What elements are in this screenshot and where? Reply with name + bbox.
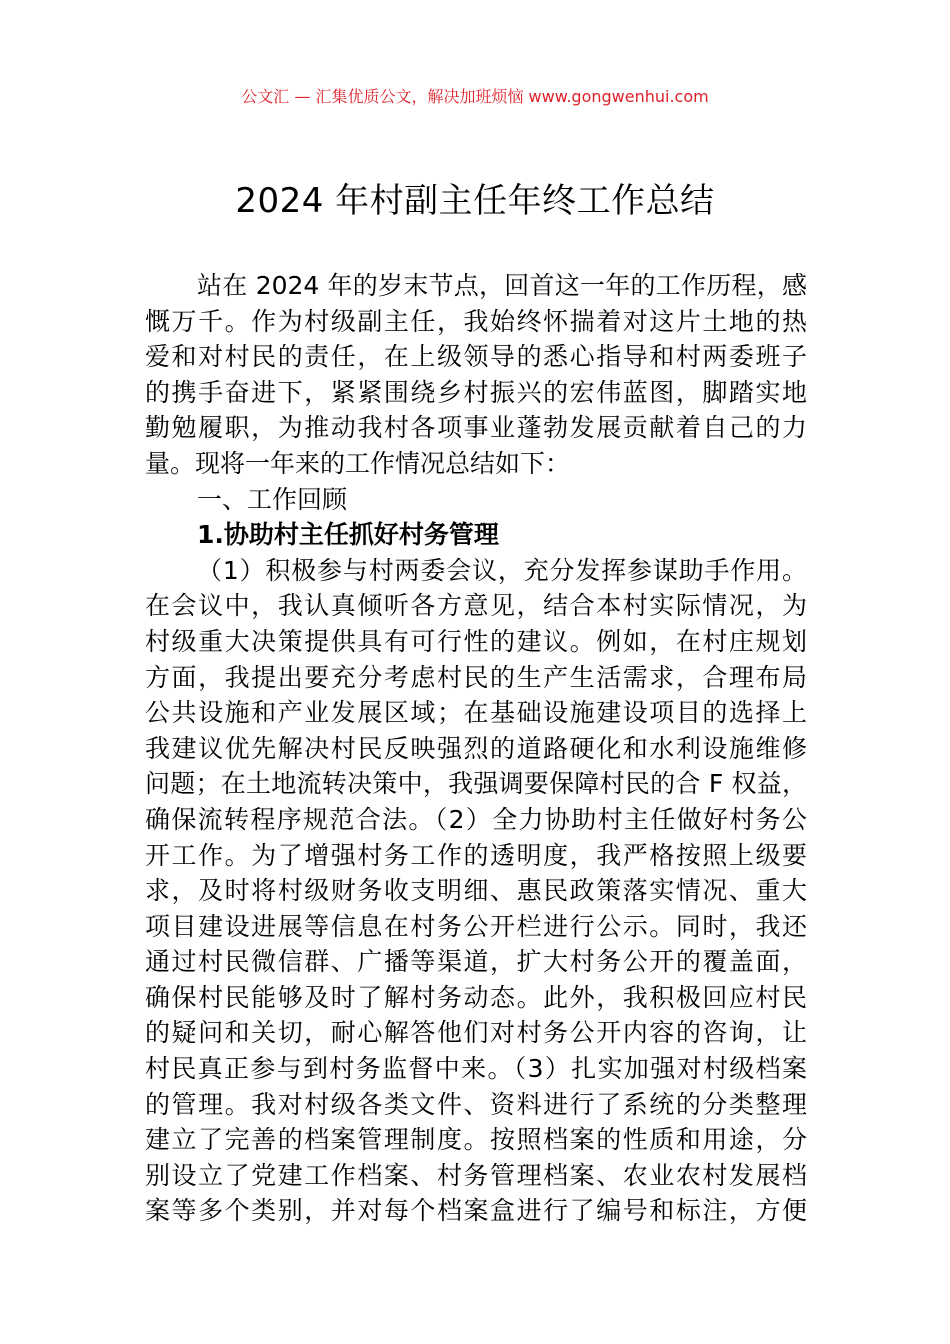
text-line: 开工作。为了增强村务工作的透明度，我严格按照上级要 [145,840,807,870]
text-line: 确保村民能够及时了解村务动态。此外，我积极回应村民 [145,982,807,1012]
subsection-heading: 1.协助村主任抓好村务管理 [197,520,499,550]
document-body [145,268,807,1229]
text-line: 慨万千。作为村级副主任，我始终怀揣着对这片土地的热 [145,306,807,336]
text-line: 项目建设进展等信息在村务公开栏进行公示。同时，我还 [145,911,807,941]
text-line: 村级重大决策提供具有可行性的建议。例如，在村庄规划 [145,626,807,656]
header-banner: 公文汇 — 汇集优质公文，解决加班烦恼 www.gongwenhui.com [241,87,709,106]
text-line: 我建议优先解决村民反映强烈的道路硬化和水利设施维修 [145,733,807,763]
text-line: 确保流转程序规范合法。（2）全力协助村主任做好村务公 [145,804,807,834]
text-line: 的管理。我对村级各类文件、资料进行了系统的分类整理 [145,1089,807,1119]
text-line: 站在 2024 年的岁末节点，回首这一年的工作历程，感 [197,271,807,300]
text-line: 通过村民微信群、广播等渠道，扩大村务公开的覆盖面， [145,947,807,977]
section-heading: 一、工作回顾 [197,484,348,514]
text-line: 的携手奋进下，紧紧围绕乡村振兴的宏伟蓝图，脚踏实地 [145,377,807,407]
text-line: 公共设施和产业发展区域；在基础设施建设项目的选择上 [145,698,807,728]
text-line: 量。现将一年来的工作情况总结如下： [145,448,571,478]
text-line: 的疑问和关切，耐心解答他们对村务公开内容的咨询，让 [145,1018,807,1048]
text-line: 爱和对村民的责任，在上级领导的悉心指导和村两委班子 [145,342,807,372]
text-line: 问题；在土地流转决策中，我强调要保障村民的合 F 权益， [145,769,807,799]
text-line: （1）积极参与村两委会议，充分发挥参谋助手作用。 [197,555,807,585]
text-line: 建立了完善的档案管理制度。按照档案的性质和用途，分 [145,1125,807,1155]
text-line: 村民真正参与到村务监督中来。（3）扎实加强对村级档案 [145,1054,807,1084]
text-line: 案等多个类别，并对每个档案盒进行了编号和标注，方便 [145,1196,807,1226]
text-line: 别设立了党建工作档案、村务管理档案、农业农村发展档 [145,1160,807,1190]
text-line: 勤勉履职，为推动我村各项事业蓬勃发展贡献着自己的力 [145,413,807,443]
text-line: 在会议中，我认真倾听各方意见，结合本村实际情况，为 [145,591,807,621]
text-line: 求，及时将村级财务收支明细、惠民政策落实情况、重大 [145,876,807,906]
document-title: 2024 年村副主任年终工作总结 [235,181,715,221]
text-line: 方面，我提出要充分考虑村民的生产生活需求，合理布局 [145,662,807,692]
